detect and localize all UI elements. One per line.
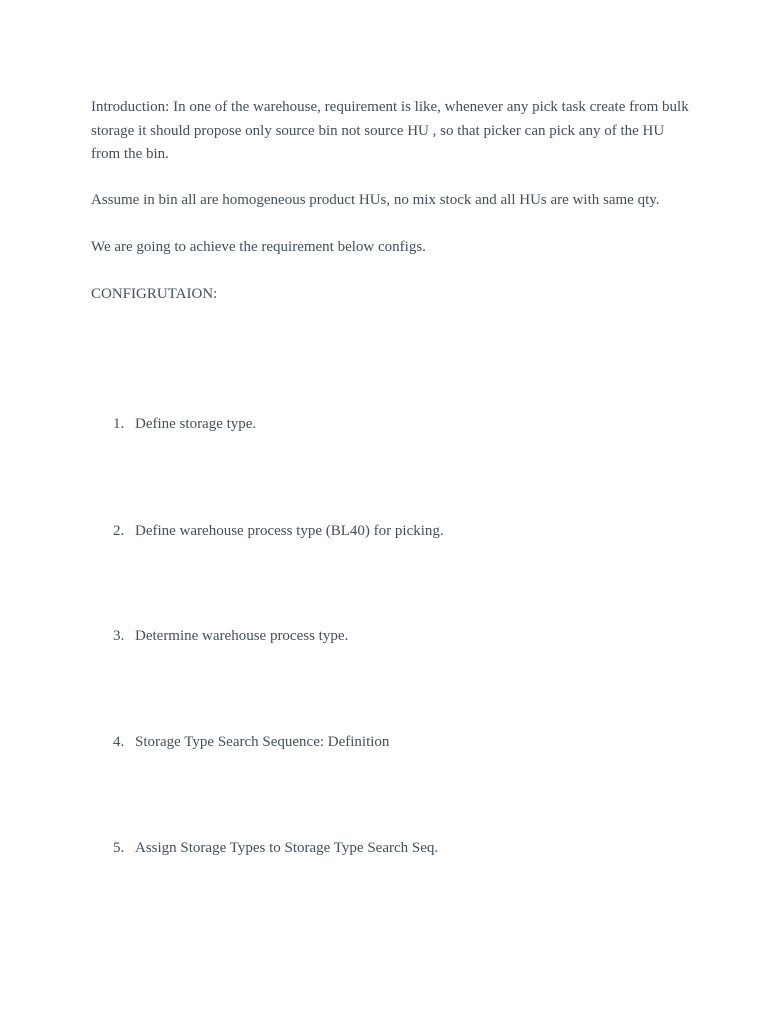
step-text: Define storage type. — [135, 416, 257, 432]
config-step-2 — [113, 520, 444, 542]
step-text: Determine warehouse process type. — [135, 628, 349, 644]
step-text: Storage Type Search Sequence: Definition — [135, 734, 390, 750]
step-number: 3. — [113, 628, 125, 644]
step-text: Define warehouse process type (BL40) for picking. — [135, 523, 444, 539]
config-step-1 — [113, 413, 256, 435]
achieve-paragraph: We are going to achieve the requirement below configs. — [91, 239, 426, 255]
intro-paragraph: Introduction: In one of the warehouse, requirement is like, whenever any pick task create from bulk storage it should propose only source bin not source HU , so that picker can pick any of the HU from the bin. — [91, 99, 689, 162]
step-number: 5. — [113, 840, 125, 856]
config-step-5 — [113, 837, 438, 859]
step-number: 4. — [113, 734, 125, 750]
config-step-4 — [113, 731, 389, 753]
config-step-3 — [113, 625, 348, 647]
configuration-heading: CONFIGRUTAION: — [91, 286, 218, 302]
step-number: 2. — [113, 523, 125, 539]
step-number: 1. — [113, 416, 125, 432]
step-text: Assign Storage Types to Storage Type Search Seq. — [135, 840, 439, 856]
assumption-paragraph: Assume in bin all are homogeneous product HUs, no mix stock and all HUs are with same qty. — [91, 192, 660, 208]
